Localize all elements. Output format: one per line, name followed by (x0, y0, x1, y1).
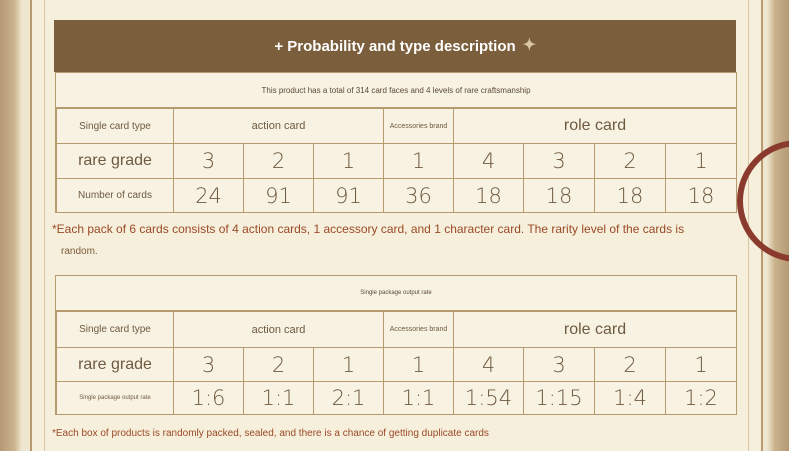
output-rate-grid (56, 311, 737, 415)
rate-cell: 1:2 (666, 382, 737, 415)
box-packing-note: *Each box of products is randomly packed, sealed, and there is a chance of getting duplicate cards (52, 428, 489, 439)
action-card-header: action card (174, 312, 384, 348)
role-card-header: role card (454, 109, 737, 144)
type-row (57, 312, 737, 348)
rate-cell: 1:4 (595, 382, 666, 415)
type-label: Single card type (57, 312, 174, 348)
grade-cell: 1 (314, 144, 384, 179)
grade-cell: 4 (454, 348, 524, 382)
grade-cell: 2 (595, 348, 666, 382)
section-title: + Probability and type description (274, 37, 516, 55)
pack-note-line1: *Each pack of 6 cards consists of 4 action cards, 1 accessory card, and 1 character card. The rarity level of the cards is (52, 222, 685, 236)
count-cell: 91 (314, 179, 384, 213)
count-cell: 24 (174, 179, 244, 213)
grade-cell: 3 (524, 144, 595, 179)
grade-cell: 3 (524, 348, 595, 382)
card-type-grid (56, 108, 737, 213)
grade-row (57, 348, 737, 382)
accessories-header: Accessories brand (384, 109, 454, 144)
grade-cell: 1 (384, 144, 454, 179)
action-card-header: action card (174, 109, 384, 144)
card-type-table (55, 72, 737, 213)
grade-cell: 1 (384, 348, 454, 382)
pack-note-line2: random. (61, 246, 98, 257)
rate-cell: 1:1 (384, 382, 454, 415)
count-cell: 18 (454, 179, 524, 213)
accessories-header: Accessories brand (384, 312, 454, 348)
rate-cell: 1:1 (244, 382, 314, 415)
grade-row (57, 144, 737, 179)
grade-label: rare grade (57, 144, 174, 179)
sparkle-icon: ✦ (522, 37, 536, 54)
rate-cell: 2:1 (314, 382, 384, 415)
count-cell: 18 (595, 179, 666, 213)
rate-label: Single package output rate (57, 382, 174, 415)
count-cell: 18 (666, 179, 737, 213)
count-label: Number of cards (57, 179, 174, 213)
grade-cell: 2 (244, 348, 314, 382)
table-note: This product has a total of 314 card faces and 4 levels of rare craftsmanship (261, 85, 531, 95)
output-rate-table (55, 275, 737, 415)
grade-cell: 2 (595, 144, 666, 179)
rate-row (57, 382, 737, 415)
grade-cell: 1 (666, 348, 737, 382)
count-cell: 18 (524, 179, 595, 213)
grade-cell: 1 (666, 144, 737, 179)
table-note-row (56, 73, 736, 108)
table-note-row (56, 276, 736, 311)
role-card-header: role card (454, 312, 737, 348)
section-header (54, 20, 736, 72)
table-note: Single package output rate (360, 290, 432, 296)
rate-cell: 1:15 (524, 382, 595, 415)
grade-cell: 3 (174, 348, 244, 382)
grade-label: rare grade (57, 348, 174, 382)
pack-composition-note (52, 222, 684, 236)
count-cell: 36 (384, 179, 454, 213)
rate-cell: 1:54 (454, 382, 524, 415)
grade-cell: 2 (244, 144, 314, 179)
type-row (57, 109, 737, 144)
grade-cell: 1 (314, 348, 384, 382)
count-row (57, 179, 737, 213)
type-label: Single card type (57, 109, 174, 144)
count-cell: 91 (244, 179, 314, 213)
grade-cell: 4 (454, 144, 524, 179)
rate-cell: 1:6 (174, 382, 244, 415)
grade-cell: 3 (174, 144, 244, 179)
